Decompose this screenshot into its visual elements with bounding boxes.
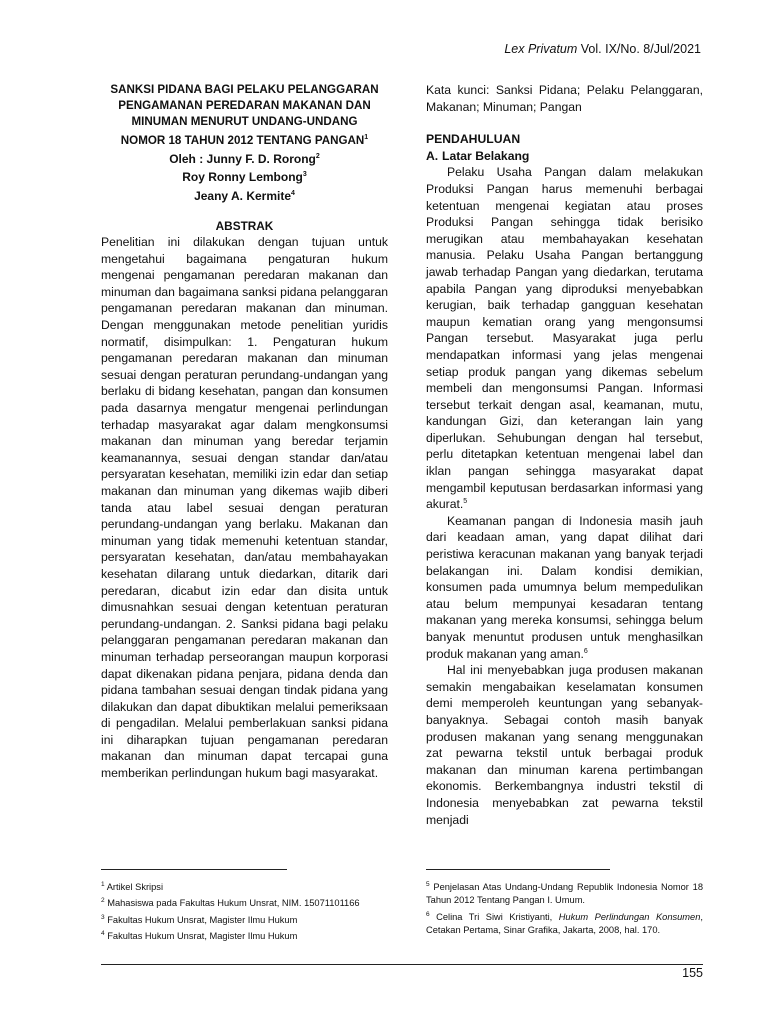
author-1: Junny F. D. Rorong <box>206 151 316 166</box>
footnote-1 <box>101 878 388 894</box>
abstract-body <box>101 234 388 782</box>
intro-paragraph-3: Hal ini menyebabkan juga produsen makanan semakin mengabaikan keselamatan konsumen demi memperoleh keuntungan yang sebanyak-banyaknya. Sebagai contoh masih banyak produsen makanan yang senang menggunakan zat pewarna tekstil untuk berbagai produk makanan dan minuman karena pertimbangan ekonomis. Berkembangnya industri tekstil di Indonesia menyebabkan zat pewarna tekstil menjadi <box>426 663 703 827</box>
title-line-4-text: NOMOR 18 TAHUN 2012 TENTANG PANGAN <box>120 133 365 147</box>
author-line-2 <box>101 167 388 185</box>
footnote-6-num: 6 <box>426 910 430 918</box>
authors <box>101 149 388 204</box>
running-header <box>504 42 701 56</box>
footnote-5-num: 5 <box>426 881 430 888</box>
footnote-5-text: Penjelasan Atas Undang-Undang Republik Indonesia Nomor 18 Tahun 2012 Tentang Pangan I. Umum. <box>426 882 703 906</box>
footnotes-left <box>101 878 388 943</box>
author-2: Roy Ronny Lembong <box>182 170 303 185</box>
right-column <box>426 82 703 828</box>
subsection-number: A. <box>426 148 439 163</box>
intro-paragraph-1 <box>426 164 703 512</box>
footnote-3 <box>101 911 388 927</box>
intro-paragraph-1-text: Pelaku Usaha Pangan dalam melakukan Produksi Pangan harus memenuhi berbagai ketentuan mengenai kegiatan atau proses Produksi Pangan sehingga tidak berisiko merugikan atau membahayakan kesehatan manusia. Pelaku Usaha Pangan bertanggung jawab terhadap Pangan yang diedarkan, terutama apabila Pangan yang diproduksi menyebabkan kerugian, baik terhadap gangguan kesehatan maupun kematian orang yang mengonsumsi Pangan tersebut. Masyarakat juga perlu mendapatkan informasi yang jelas mengenai setiap produk pangan yang dikemas sebelum membeli dan mengonsumsi Pangan. Informasi tersebut terkait dengan asal, keamanan, mutu, kandungan Gizi, dan keterangan lain yang diperlukan. Sehubungan dengan hal tersebut, perlu ditetapkan ketentuan mengenai label dan iklan pangan sehingga masyarakat dapat mengambil keputusan berdasarkan informasi yang akurat. <box>426 165 703 512</box>
author-prefix: Oleh : <box>169 151 207 166</box>
footnote-6-author: Celina Tri Siwi Kristiyanti, <box>436 911 559 922</box>
footnote-4-num: 4 <box>101 929 105 937</box>
keywords: Kata kunci: Sanksi Pidana; Pelaku Pelanggaran, Makanan; Minuman; Pangan <box>426 83 703 114</box>
footnote-3-text: Fakultas Hukum Unsrat, Magister Ilmu Hukum <box>107 914 298 925</box>
author-line-3 <box>101 186 388 204</box>
page-bottom-rule <box>101 964 703 965</box>
intro-paragraph-2-text: Keamanan pangan di Indonesia masih jauh dari keadaan aman, yang dapat dilihat dari peristiwa keracunan makanan yang banyak terjadi belakangan ini. Dalam kondisi demikian, konsumen pada umumnya belum mempedulikan atau belum mempunyai kesadaran tentang makanan yang mereka konsumsi, sehingga belum banyak menuntut produsen untuk menghasilkan produk makanan yang aman. <box>426 513 703 661</box>
journal-issue: Vol. IX/No. 8/Jul/2021 <box>577 42 701 56</box>
footnote-3-num: 3 <box>101 913 105 921</box>
author-3: Jeany A. Kermite <box>194 188 292 203</box>
left-column <box>101 82 388 782</box>
author-line-1 <box>101 149 388 167</box>
footnote-2-num: 2 <box>101 897 105 905</box>
subsection-title: Latar Belakang <box>442 148 530 163</box>
page-number: 155 <box>682 966 703 980</box>
footnote-6-rest: , Cetakan Pertama, Sinar Grafika, Jakarta, 2008, hal. 170. <box>426 911 703 935</box>
title-footnote-ref: 1 <box>364 134 369 141</box>
footnote-4-text: Fakultas Hukum Unsrat, Magister Ilmu Hukum <box>107 930 298 941</box>
footnote-1-text: Artikel Skripsi <box>106 882 164 893</box>
intro-body <box>426 164 703 828</box>
title-line-3: MINUMAN MENURUT UNDANG-UNDANG <box>131 115 358 128</box>
footnote-2-text: Mahasiswa pada Fakultas Hukum Unsrat, NIM. 15071101166 <box>107 898 360 909</box>
abstract-heading: ABSTRAK <box>215 219 274 234</box>
intro-paragraph-2 <box>426 513 703 662</box>
footnote-4 <box>101 927 388 943</box>
title-line-2: PENGAMANAN PEREDARAN MAKANAN DAN <box>118 99 371 112</box>
footnotes-right <box>426 878 703 937</box>
article-title <box>101 82 388 149</box>
footnote-6 <box>426 908 703 938</box>
title-line-1: SANKSI PIDANA BAGI PELAKU PELANGGARAN <box>110 83 379 96</box>
footnote-ref-5: 5 <box>463 498 468 506</box>
footnote-2 <box>101 894 388 910</box>
author-3-fn-ref: 4 <box>291 189 295 197</box>
footnote-ref-6: 6 <box>583 647 588 655</box>
intro-heading: PENDAHULUAN <box>426 132 521 147</box>
title-line-4 <box>101 130 388 149</box>
subsection-heading <box>426 148 703 165</box>
journal-name: Lex Privatum <box>504 42 578 56</box>
footnote-5 <box>426 878 703 908</box>
footnote-1-num: 1 <box>101 881 105 888</box>
footnote-divider-right <box>426 869 610 870</box>
author-1-fn-ref: 2 <box>315 152 320 160</box>
footnote-divider-left <box>101 869 287 870</box>
abstract-text: Penelitian ini dilakukan dengan tujuan untuk mengetahui bagaimana pengaturan hukum mengenai pengamanan peredaran makanan dan minuman dan bagaimana sanksi pidana pelanggaran pengamanan peredaran makanan dan minuman. Dengan menggunakan metode penelitian yuridis normatif, disimpulkan: 1. Pengaturan hukum pengamanan peredaran makanan dan minuman sesuai dengan peraturan perundang-undangan yang berlaku di bidang kesehatan, pangan dan konsumen pada dasarnya mengatur mengenai perlindungan terhadap masyarakat agar dalam mengkonsumsi makanan dan minuman yang beredar terjamin keamanannya, sesuai dengan standar dan/atau persyaratan kesehatan, memiliki izin edar dan setiap makanan dan minuman yang dikemas wajib diberi tanda atau label sesuai dengan peraturan perundang-undangan yang berlaku. Makanan dan minuman yang tidak memenuhi ketentuan standar, persyaratan kesehatan, dan/atau membahayakan kesehatan dilarang untuk diedarkan, ditarik dari peredaran, dicabut izin edar dan disita untuk dimusnahkan sesuai dengan ketentuan peraturan perundang-undangan. 2. Sanksi pidana bagi pelaku pelanggaran pengamanan peredaran makanan dan minuman terhadap perseorangan maupun korporasi dapat dikenakan pidana penjara, pidana denda dan pidana tambahan sesuai dengan tindak pidana yang dilakukan dan dapat dibuktikan melalui pemeriksaan di pengadilan. Melalui pemberlakuan sanksi pidana ini diharapkan tujuan pengamanan peredaran makanan dan minuman dapat tercapai guna memberikan perlindungan hukum bagi masyarakat. <box>101 235 388 781</box>
author-2-fn-ref: 3 <box>302 171 307 179</box>
footnote-6-book-title: Hukum Perlindungan Konsumen <box>558 911 701 922</box>
